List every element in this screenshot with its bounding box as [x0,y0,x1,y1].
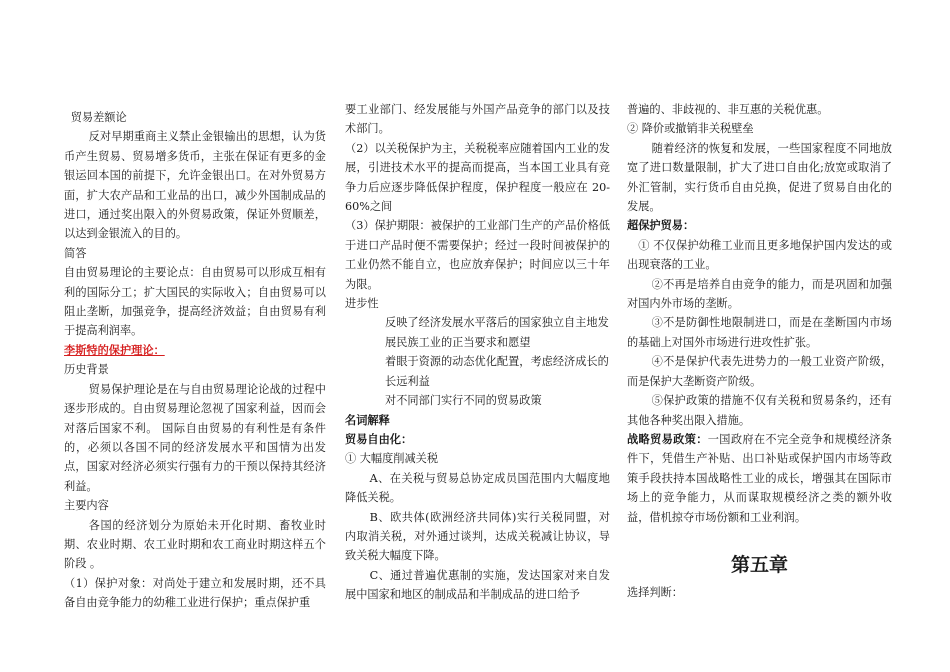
paragraph: 普遍的、非歧视的、非互惠的关税优惠。 [627,103,829,116]
heading-super-protection: 超保护贸易： [627,218,695,233]
paragraph: B、欧共体(欧洲经济共同体)实行关税同盟，对内取消关税，对外通过谈判，达成关税减让协议，导致关税大幅度下降。 [345,510,610,563]
list-item: ④不是保护代表先进势力的一般工业资产阶级，而是保护大垄断资产阶级。 [627,355,892,388]
section-label: 进步性 [345,297,379,311]
paragraph: 各国的经济划分为原始未开化时期、畜牧业时期、农业时期、农工业时期和农工商业时期这样五个阶段 。 [64,518,326,571]
column-right [627,100,892,602]
definition-text: 一国政府在不完全竞争和规模经济条件下，凭借生产补贴、出口补贴或保护国内市场等政策手段扶持本国战略性工业的成长，增强其在国际市场上的竞争能力，从而谋取规模经济之类的额外收益，借机掠夺市场份额和工业利润。 [627,432,892,524]
paragraph: 要工业部门、经发展能与外国产品竞争的部门以及技术部门。 [345,103,610,136]
list-item: ① 大幅度削减关税 [345,452,439,466]
list-item: ② 降价或撤销非关税壁垒 [627,122,754,136]
paragraph: 随着经济的恢复和发展，一些国家程度不同地放宽了进口数量限制，扩大了进口自由化;放宽或取消了外汇管制，实行货币自由兑换，促进了贸易自由化的发展。 [627,141,892,214]
paragraph: 自由贸易理论的主要论点：自由贸易可以形成互相有利的国际分工；扩大国民的实际收入；自由贸易可以阻止垄断，加强竞争，提高经济效益；自由贸易有利于提高利润率。 [64,266,326,338]
paragraph: 贸易保护理论是在与自由贸易理论论战的过程中逐步形成的。自由贸易理论忽视了国家利益，因而会对落后国家不利。 国际自由贸易的有利性是有条件的，必须以各国不同的经济发展水平和国情为出发点，国家对经济必须实行强有力的干预以保持其经济利益。 [64,382,326,493]
paragraph: 反对早期重商主义禁止金银输出的思想，认为货币产生贸易、贸易增多货币，主张在保证有更多的金银运回本国的前提下，允许金银出口。在对外贸易方面，扩大农产品和工业品的出口，减少外国制成品的进口，通过奖出限入的外贸易政策，保证外贸顺差，以达到金银流入的目的。 [64,130,326,241]
list-item: ②不再是培养自由竞争的能力，而是巩固和加强对国内外市场的垄断。 [627,277,892,311]
column-left [64,108,326,613]
paragraph [627,430,892,527]
section-label: 主要内容 [64,499,109,513]
list-item: ⑤保护政策的措施不仅有关税和贸易条约，还有其他各种奖出限入措施。 [627,394,892,427]
list-item: ③不是防御性地限制进口，而是在垄断国内市场的基础上对国外市场进行进攻性扩张。 [627,316,892,349]
heading-list-protection-theory: 李斯特的保护理论： [64,342,165,357]
heading-trade-balance: 贸易差额论 [70,111,127,124]
paragraph: （1）保护对象：对尚处于建立和发展时期，还不具备自由竞争能力的幼稚工业进行保护；重点保护重 [64,576,326,610]
section-label: 简答 [64,246,87,260]
section-label: 选择判断： [627,585,683,599]
column-middle [345,100,610,605]
term-strategic-trade-policy: 战略贸易政策： [627,431,708,446]
paragraph: （2）以关税保护为主，关税税率应随着国内工业的发展，引进技术水平的提高而提高，当本国工业具有竞争力后应逐步降低保护程度，保护程度一般应在 20-60%之间 [345,141,610,214]
list-item: ① 不仅保护幼稚工业而且更多地保护国内发达的或出现衰落的工业。 [627,238,892,272]
heading-trade-liberalization: 贸易自由化： [345,431,413,446]
paragraph: （3）保护期限：被保护的工业部门生产的产品价格低于进口产品时便不需要保护；经过一段时间被保护的工业仍然不能自立，也应放弃保护；时间应以三十年为限。 [345,219,610,291]
list-item: 对不同部门实行不同的贸易政策 [385,394,542,408]
heading-term-definitions: 名词解释 [345,412,390,427]
paragraph: A、在关税与贸易总协定成员国范围内大幅度地降低关税。 [345,471,610,505]
chapter-title: 第五章 [730,553,788,576]
section-label: 历史背景 [64,363,109,377]
paragraph: C、通过普遍优惠制的实施，发达国家对来自发展中国家和地区的制成品和半制成品的进口给予 [345,568,610,602]
list-item: 着眼于资源的动态优化配置，考虑经济成长的长远利益 [385,355,609,388]
list-item: 反映了经济发展水平落后的国家独立自主地发展民族工业的正当要求和愿望 [385,316,609,349]
